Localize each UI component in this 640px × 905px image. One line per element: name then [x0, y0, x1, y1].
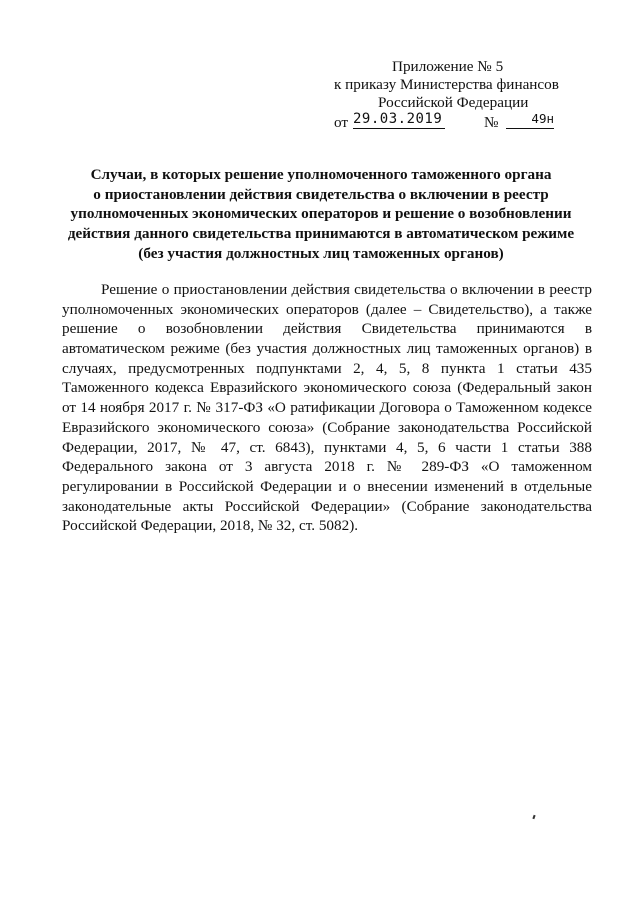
annex-org: Российской Федерации: [378, 94, 529, 111]
date-prefix: от: [334, 114, 349, 131]
title-line: уполномоченных экономических операторов и решение о возобновлении: [70, 205, 572, 223]
body-line: Таможенного кодекса Евразийского экономического союза (Федеральный закон: [62, 379, 592, 397]
document-title: [40, 165, 602, 264]
annex-date-line: [334, 112, 574, 132]
title-line: Случаи, в которых решение уполномоченного таможенного органа: [90, 166, 552, 183]
body-line: решение о возобновлении действия Свидетельства принимаются в: [62, 320, 592, 338]
order-date: 29.03.2019: [353, 110, 445, 129]
body-line: автоматическом режиме (без участия должностных лиц таможенных органов) в: [62, 340, 592, 358]
body-line: Федерального закона от 3 августа 2018 г. № 289-ФЗ «О таможенном: [62, 458, 592, 476]
title-line: о приостановлении действия свидетельства о включении в реестр: [93, 185, 549, 203]
body-line: Евразийского экономического союза» (Собрание законодательства Российской: [62, 418, 592, 436]
body-line: случаях, предусмотренных подпунктами 2, 4, 5, 8 пункта 1 статьи 435: [62, 359, 592, 377]
body-line: Российской Федерации, 2018, № 32, ст. 5082).: [62, 517, 359, 535]
body-line: законодательные акты Российской Федерации» (Собрание законодательства: [62, 497, 592, 515]
title-line: действия данного свидетельства принимаются в автоматическом режиме: [67, 225, 575, 243]
title-line: (без участия должностных лиц таможенных органов): [138, 244, 504, 262]
number-prefix: №: [484, 114, 499, 131]
body-line: Федерации, 2017, № 47, ст. 6843), пунктами 4, 5, 6 части 1 статьи 388: [62, 438, 592, 456]
annex-header: [334, 58, 574, 132]
body-paragraph: [62, 280, 592, 536]
body-line: уполномоченных экономических операторов (далее – Свидетельство), а также: [62, 300, 592, 318]
annex-number: Приложение № 5: [392, 58, 504, 75]
order-number: 49н: [506, 110, 554, 129]
annex-order-ref: к приказу Министерства финансов: [334, 76, 559, 93]
scan-speck: [532, 815, 535, 819]
body-line: регулировании в Российской Федерации и о внесении изменений в отдельные: [62, 477, 592, 495]
body-line: от 14 ноября 2017 г. № 317-ФЗ «О ратификации Договора о Таможенном кодексе: [62, 399, 592, 417]
body-line: Решение о приостановлении действия свидетельства о включении в реестр: [101, 281, 592, 298]
